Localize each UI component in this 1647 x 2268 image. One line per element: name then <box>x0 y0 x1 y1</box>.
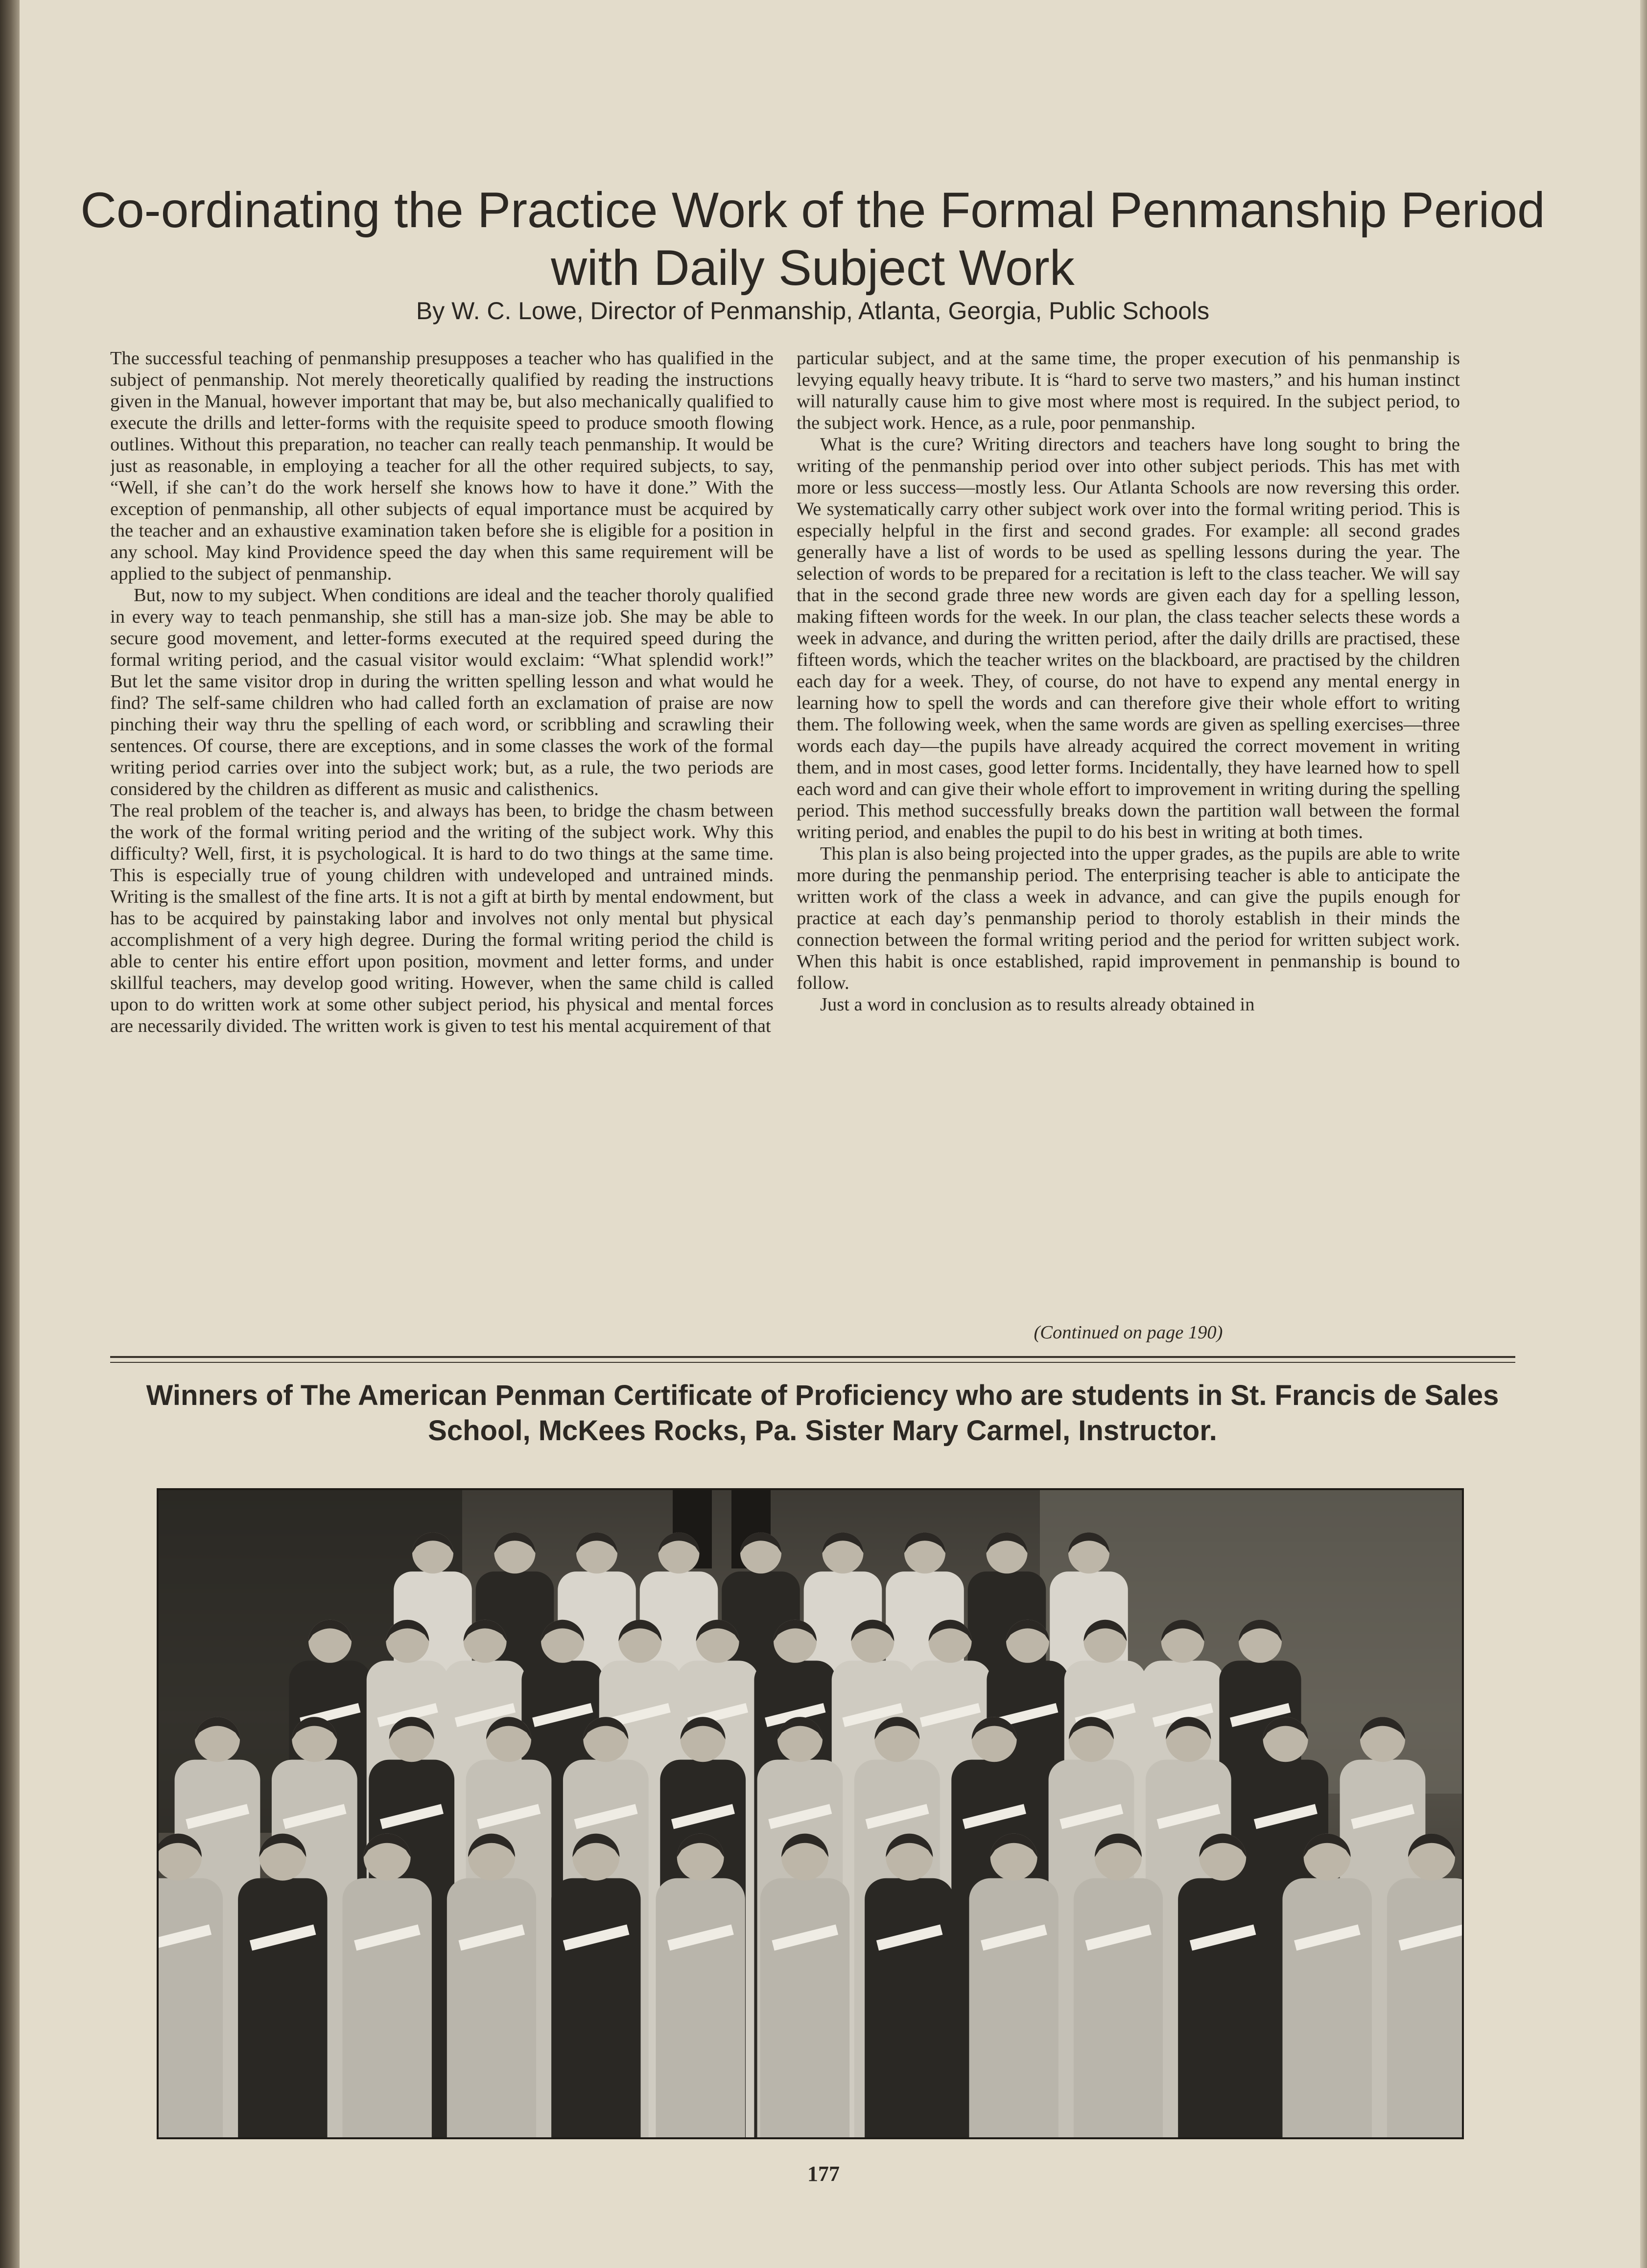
caption-line-1: Winners of The American Penman Certificate of Proficiency who are students in St. Francis de Sales <box>146 1380 1499 1411</box>
student-body <box>342 1878 431 2137</box>
book-spine-shadow <box>0 0 20 2268</box>
article-column-right <box>797 348 1460 1346</box>
student-body <box>238 1878 327 2137</box>
article-title <box>73 181 1552 297</box>
page-number: 177 <box>807 2162 840 2186</box>
article-byline: By W. C. Lowe, Director of Penmanship, Atlanta, Georgia, Public Schools <box>416 297 1210 325</box>
title-line-2: with Daily Subject Work <box>551 240 1075 296</box>
student-body <box>1387 1878 1462 2137</box>
article-column-left <box>110 348 774 1346</box>
caption-line-2: School, McKees Rocks, Pa. Sister Mary Carmel, Instructor. <box>428 1415 1217 1447</box>
title-line-1: Co-ordinating the Practice Work of the Formal Penmanship Period <box>80 182 1545 238</box>
paragraph: The successful teaching of penmanship presupposes a teacher who has qualified in the subject of penmanship. Not merely theoretically qualified by reading the instructions given in the Manual, however important that may be, but also mechanically qualified to execute the drills and letter-forms with the requisite speed to produce smooth flowing outlines. Without this preparation, no teacher can really teach penmanship. It would be just as reasonable, in employing a teacher for all the other required subjects, to say, “Well, if she can’t do the work herself she knows how to have it done.” With the exception of penmanship, all other subjects of equal importance must be acquired by the teacher and an exhaustive examination taken before she is eligible for a position in any school. May kind Providence speed the day when this same requirement will be applied to the subject of penmanship. <box>110 348 774 584</box>
student-body <box>656 1878 745 2137</box>
student-body <box>1178 1878 1267 2137</box>
section-divider <box>110 1356 1515 1358</box>
student-body <box>760 1878 849 2137</box>
continued-note: (Continued on page 190) <box>1034 1322 1223 1343</box>
section-divider-thin <box>110 1362 1515 1363</box>
page-edge <box>1640 0 1647 2268</box>
student-body <box>865 1878 954 2137</box>
paragraph: The real problem of the teacher is, and always has been, to bridge the chasm between the work of the formal writing period and the writing of the subject work. Why this difficulty? Well, first, it is psychological. It is hard to do two things at the same time. This is especially true of young children with undeveloped and untrained minds. Writing is the smallest of the fine arts. It is not a gift at birth by mental endowment, but has to be acquired by painstaking labor and involves not only mental but physical accomplishment of a very high degree. During the formal writing period the child is able to center his entire effort upon position, movment and letter forms, and under skillful teachers, may develop good writing. However, when the same child is called upon to do written work at some other subject period, his physical and mental forces are necessarily divided. The written work is given to test his mental acquirement of that <box>110 800 774 1036</box>
paragraph: Just a word in conclusion as to results already obtained in <box>820 994 1255 1015</box>
student-body <box>551 1878 640 2137</box>
paragraph: particular subject, and at the same time, the proper execution of his penmanship is levying equally heavy tribute. It is “hard to serve two masters,” and his human instinct will naturally cause him to give most where most is required. In the subject period, to the subject work. Hence, as a rule, poor penmanship. <box>797 348 1460 433</box>
student-body <box>159 1878 223 2137</box>
paragraph: This plan is also being projected into the upper grades, as the pupils are able to write more during the penmanship period. The enterprising teacher is able to anticipate the written work of the class a week in advance, and can give the pupils enough for practice at each day’s penmanship period to thoroly establish in their minds the connection between the formal writing period and the period for written subject work. When this habit is once established, rapid improvement in penmanship is bound to follow. <box>797 843 1460 993</box>
student-body <box>1074 1878 1163 2137</box>
class-group-photo <box>157 1488 1464 2139</box>
group-photo-illustration <box>159 1490 1462 2137</box>
paragraph: What is the cure? Writing directors and teachers have long sought to bring the writing of the penmanship period over into other subject periods. This has met with more or less success—mostly less. Our Atlanta Schools are now reversing this order. We systematically carry other subject work over into the formal writing period. This is especially helpful in the first and second grades. For example: all second grades generally have a list of words to be used as spelling lessons during the year. The selection of words to be prepared for a recitation is left to the class teacher. We will say that in the second grade three new words are given each day for a spelling lesson, making fifteen words for the week. In our plan, the class teacher selects these words a week in advance, and during the written period, after the daily drills are practised, these fifteen words, which the teacher writes on the blackboard, are practised by the children each day for a week. They, of course, do not have to expend any mental energy in learning how to spell the words and can therefore give their whole effort to writing them. The following week, when the same words are given as spelling exercises—three words each day—the pupils have already acquired the correct movement in writing them, and in most cases, good letter forms. Incidentally, they have learned how to spell each word and can give their whole effort to improvement in writing during the spelling period. This method successfully breaks down the partition wall between the formal writing period, and enables the pupil to do his best in writing at both times. <box>797 434 1460 842</box>
photo-caption <box>98 1378 1547 1449</box>
student-body <box>969 1878 1058 2137</box>
student-body <box>447 1878 536 2137</box>
paragraph: But, now to my subject. When conditions are ideal and the teacher thoroly qualified in every way to teach penmanship, she still has a man-size job. She may be able to secure good movement, and letter-forms executed at the required speed during the formal writing period, and the casual visitor would exclaim: “What splendid work!” But let the same visitor drop in during the written spelling lesson and what would he find? The self-same children who had called forth an exclamation of praise are now pinching their way thru the spelling of each word, or scribbling and scrawling their sentences. Of course, there are exceptions, and in some classes the work of the formal writing period carries over into the subject work; but, as a rule, the two periods are considered by the children as different as music and calisthenics. <box>110 585 774 799</box>
student-body <box>1282 1878 1371 2137</box>
